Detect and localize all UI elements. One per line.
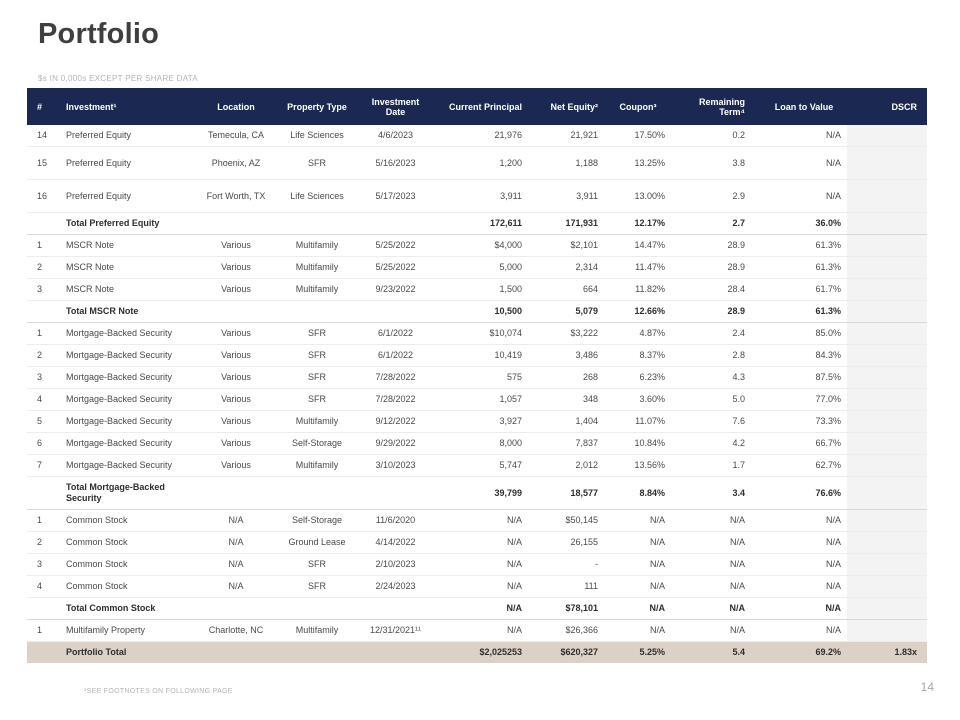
table-row (27, 180, 927, 213)
cell-investment: Mortgage-Backed Security (66, 438, 173, 448)
cell-num: 2 (37, 537, 43, 547)
cell-investment-date: 6/1/2022 (377, 328, 414, 338)
cell-net-equity: $50,145 (565, 515, 598, 525)
cell-investment: Preferred Equity (66, 157, 132, 168)
cell-coupon: N/A (649, 537, 665, 547)
cell-investment: Common Stock (66, 581, 128, 591)
cell-property-type: Multifamily (295, 625, 339, 635)
cell-property-type: Self-Storage (291, 515, 343, 525)
cell-coupon: N/A (649, 581, 665, 591)
cell-property-type: Life Sciences (290, 190, 344, 201)
cell-current-principal: 10,419 (494, 350, 522, 360)
cell-remaining-term: 3.4 (732, 487, 745, 498)
cell-loan-to-value: 69.2% (761, 642, 847, 664)
cell-property-type (276, 477, 358, 510)
cell-location (196, 642, 276, 664)
units-note: $s IN 0,000s EXCEPT PER SHARE DATA (38, 74, 199, 83)
cell-investment-date: 7/28/2022 (375, 372, 416, 382)
cell-loan-to-value: 73.3% (815, 416, 841, 426)
cell-property-type: Multifamily (295, 460, 339, 470)
table-row (27, 147, 927, 180)
cell-property-type: SFR (308, 328, 326, 338)
cell-dscr (847, 213, 927, 235)
table-total-row (27, 598, 927, 620)
cell-current-principal: N/A (506, 537, 522, 547)
table-row (27, 532, 927, 554)
cell-loan-to-value: 77.0% (815, 394, 841, 404)
cell-location (196, 598, 276, 620)
cell-property-type: Multifamily (295, 240, 339, 250)
table-row (27, 235, 927, 257)
cell-property-type (276, 213, 358, 235)
cell-investment-date: 4/14/2022 (375, 537, 416, 547)
cell-net-equity: 3,486 (575, 350, 598, 360)
cell-net-equity: $26,366 (565, 625, 598, 635)
portfolio-table-container (27, 88, 927, 663)
cell-num (27, 598, 63, 620)
cell-net-equity: 664 (582, 284, 598, 294)
cell-num: 3 (37, 372, 43, 382)
cell-loan-to-value: 66.7% (815, 438, 841, 448)
cell-coupon: 6.23% (639, 372, 665, 382)
cell-current-principal: 21,976 (494, 130, 522, 140)
cell-remaining-term: 5.0 (732, 394, 745, 404)
cell-current-principal: 1,500 (499, 284, 522, 294)
cell-dscr (847, 125, 927, 147)
cell-investment-date: 5/25/2022 (375, 240, 416, 250)
cell-property-type (276, 301, 358, 323)
cell-loan-to-value: 62.7% (815, 460, 841, 470)
cell-location: Charlotte, NC (208, 625, 264, 635)
cell-loan-to-value: N/A (825, 581, 841, 591)
col-header-current-principal: Current Principal (448, 101, 522, 112)
cell-current-principal: $10,074 (489, 328, 522, 338)
cell-coupon: N/A (649, 559, 665, 569)
cell-current-principal: 5,747 (499, 460, 522, 470)
cell-property-type: SFR (308, 350, 326, 360)
cell-num (27, 213, 63, 235)
cell-coupon: N/A (649, 603, 665, 613)
cell-coupon: 8.37% (639, 350, 665, 360)
cell-investment: Mortgage-Backed Security (66, 328, 173, 338)
cell-net-equity: 3,911 (576, 190, 598, 201)
cell-net-equity: $2,101 (570, 240, 598, 250)
table-row (27, 389, 927, 411)
col-header-loan-to-value: Loan to Value (774, 101, 834, 112)
cell-property-type: SFR (308, 157, 326, 168)
cell-location (196, 213, 276, 235)
cell-investment: MSCR Note (66, 262, 115, 272)
cell-location (196, 477, 276, 510)
cell-current-principal: 1,200 (499, 157, 522, 168)
page-title: Portfolio (38, 18, 160, 50)
cell-investment-date: 7/28/2022 (375, 394, 416, 404)
cell-remaining-term: N/A (729, 537, 745, 547)
cell-num (27, 642, 63, 664)
cell-property-type: Ground Lease (288, 537, 346, 547)
table-row (27, 257, 927, 279)
cell-remaining-term: 2.8 (732, 350, 745, 360)
cell-net-equity: 348 (582, 394, 598, 404)
cell-net-equity: 26,155 (570, 537, 598, 547)
cell-dscr (847, 510, 927, 532)
cell-net-equity: 18,577 (570, 487, 598, 498)
cell-current-principal: 8,000 (499, 438, 522, 448)
table-row (27, 433, 927, 455)
cell-investment-date (358, 598, 433, 620)
cell-coupon: 17.50% (634, 130, 665, 140)
cell-num: 2 (37, 262, 43, 272)
cell-loan-to-value: 76.6% (815, 487, 841, 498)
table-row (27, 620, 927, 642)
cell-loan-to-value: 61.3% (815, 240, 841, 250)
cell-num: 1 (37, 240, 43, 250)
cell-dscr (847, 598, 927, 620)
cell-remaining-term: 1.7 (732, 460, 745, 470)
cell-remaining-term: N/A (729, 515, 745, 525)
cell-current-principal: $4,000 (494, 240, 522, 250)
cell-property-type: SFR (308, 581, 326, 591)
cell-dscr (847, 323, 927, 345)
cell-property-type: Multifamily (295, 416, 339, 426)
cell-loan-to-value: 61.3% (815, 306, 841, 316)
table-total-row (27, 301, 927, 323)
cell-investment-date (358, 477, 433, 510)
footnote: ¹SEE FOOTNOTES ON FOLLOWING PAGE (84, 688, 233, 695)
col-header-investment-date: Investment Date (371, 96, 420, 117)
cell-investment: MSCR Note (66, 284, 115, 294)
cell-remaining-term: 28.4 (727, 284, 745, 294)
cell-remaining-term: 28.9 (727, 240, 745, 250)
cell-investment-date: 9/23/2022 (375, 284, 416, 294)
cell-remaining-term: 2.4 (732, 328, 745, 338)
table-row (27, 554, 927, 576)
cell-num: 16 (37, 190, 48, 201)
cell-coupon: 12.66% (634, 306, 665, 316)
cell-current-principal: N/A (506, 515, 522, 525)
cell-location: Various (221, 438, 251, 448)
table-row (27, 125, 927, 147)
cell-coupon: 14.47% (634, 240, 665, 250)
cell-coupon: 3.60% (639, 394, 665, 404)
cell-investment: MSCR Note (66, 240, 115, 250)
cell-dscr (847, 411, 927, 433)
cell-investment: Preferred Equity (66, 190, 132, 201)
cell-property-type: SFR (308, 372, 326, 382)
cell-num: 3 (37, 559, 43, 569)
cell-dscr (847, 301, 927, 323)
cell-net-equity: $3,222 (570, 328, 598, 338)
cell-location: Various (221, 262, 251, 272)
cell-remaining-term: N/A (729, 559, 745, 569)
cell-net-equity: 111 (584, 581, 598, 591)
cell-remaining-term: 2.9 (732, 190, 745, 201)
cell-num: 15 (37, 157, 48, 168)
cell-dscr: 1.83x (847, 642, 927, 664)
cell-investment: Mortgage-Backed Security (66, 350, 173, 360)
cell-investment-date: 12/31/2021¹¹ (369, 625, 422, 635)
cell-investment: Common Stock (66, 537, 128, 547)
cell-current-principal: $2,025253 (433, 642, 525, 664)
col-header-location: Location (217, 101, 255, 112)
cell-investment-date: 9/12/2022 (375, 416, 416, 426)
cell-investment-date (358, 642, 433, 664)
cell-loan-to-value: N/A (825, 190, 841, 201)
cell-dscr (847, 532, 927, 554)
col-header-net-equity: Net Equity² (550, 101, 598, 112)
table-total-row (27, 477, 927, 510)
cell-current-principal: N/A (506, 603, 522, 613)
cell-investment: Total Preferred Equity (66, 218, 160, 228)
table-row (27, 411, 927, 433)
cell-location: Phoenix, AZ (211, 157, 261, 168)
cell-investment-date: 5/16/2023 (375, 157, 416, 168)
table-body (27, 125, 927, 663)
table-header-row (27, 88, 927, 125)
cell-current-principal: N/A (506, 581, 522, 591)
cell-property-type: Self-Storage (291, 438, 343, 448)
cell-dscr (847, 345, 927, 367)
cell-property-type: Multifamily (295, 262, 339, 272)
cell-net-equity: $620,327 (525, 642, 601, 664)
cell-investment: Preferred Equity (66, 130, 132, 140)
cell-location: Various (221, 350, 251, 360)
cell-investment-date: 11/6/2020 (375, 515, 416, 525)
cell-loan-to-value: N/A (825, 157, 841, 168)
cell-property-type: Multifamily (295, 284, 339, 294)
cell-dscr (847, 477, 927, 510)
cell-investment-date: 2/24/2023 (375, 581, 416, 591)
cell-current-principal: 3,911 (500, 190, 522, 201)
cell-coupon: 11.07% (635, 416, 665, 426)
cell-coupon: 11.47% (635, 262, 665, 272)
cell-investment: Mortgage-Backed Security (66, 372, 173, 382)
cell-net-equity: 5,079 (575, 306, 598, 316)
cell-loan-to-value: N/A (825, 559, 841, 569)
cell-investment-date: 4/6/2023 (377, 130, 414, 140)
portfolio-table (27, 88, 927, 663)
cell-net-equity: 2,314 (575, 262, 598, 272)
cell-coupon: 13.25% (634, 157, 665, 168)
cell-location: Various (221, 416, 251, 426)
cell-dscr (847, 455, 927, 477)
cell-loan-to-value: N/A (825, 625, 841, 635)
cell-num (27, 477, 63, 510)
cell-dscr (847, 576, 927, 598)
cell-coupon: N/A (649, 625, 665, 635)
cell-location: N/A (228, 559, 244, 569)
cell-dscr (847, 147, 927, 180)
cell-location: Various (221, 240, 251, 250)
cell-current-principal: 39,799 (494, 487, 522, 498)
cell-remaining-term: 4.3 (732, 372, 745, 382)
cell-location: N/A (228, 515, 244, 525)
cell-location: Fort Worth, TX (206, 190, 266, 201)
portfolio-total-row (27, 642, 927, 664)
cell-num: 1 (37, 625, 43, 635)
cell-remaining-term: 7.6 (732, 416, 745, 426)
cell-investment: Total Mortgage-Backed Security (66, 482, 165, 503)
cell-property-type (276, 598, 358, 620)
cell-num: 6 (37, 438, 43, 448)
cell-remaining-term: 28.9 (727, 262, 745, 272)
cell-investment: Mortgage-Backed Security (66, 394, 173, 404)
col-header-remaining-term: Remaining Term⁴ (698, 96, 745, 117)
col-header-property-type: Property Type (287, 101, 347, 112)
cell-location: Various (221, 372, 251, 382)
cell-net-equity: 2,012 (575, 460, 598, 470)
cell-investment: Total MSCR Note (66, 306, 139, 316)
cell-location: Temecula, CA (207, 130, 265, 140)
cell-investment-date: 5/17/2023 (375, 190, 416, 201)
cell-net-equity: 268 (582, 372, 598, 382)
cell-loan-to-value: 36.0% (815, 218, 841, 228)
col-header-coupon: Coupon³ (619, 101, 657, 112)
cell-location: Various (221, 284, 251, 294)
table-row (27, 345, 927, 367)
cell-investment: Total Common Stock (66, 603, 156, 613)
table-row (27, 323, 927, 345)
cell-location: Various (221, 460, 251, 470)
cell-num: 1 (37, 328, 43, 338)
cell-current-principal: 575 (506, 372, 522, 382)
col-header-investment: Investment¹ (66, 101, 117, 112)
cell-investment: Common Stock (66, 559, 128, 569)
cell-net-equity: 21,921 (570, 130, 598, 140)
table-row (27, 576, 927, 598)
cell-dscr (847, 367, 927, 389)
cell-current-principal: 5,000 (499, 262, 522, 272)
cell-remaining-term: N/A (729, 603, 745, 613)
cell-coupon: 4.87% (639, 328, 665, 338)
cell-current-principal: 1,057 (499, 394, 522, 404)
cell-remaining-term: N/A (729, 625, 745, 635)
cell-location: N/A (228, 581, 244, 591)
cell-investment-date: 6/1/2022 (377, 350, 414, 360)
cell-net-equity: $78,101 (565, 603, 598, 613)
cell-current-principal: 172,611 (489, 218, 522, 228)
cell-num: 4 (37, 581, 43, 591)
cell-property-type: SFR (308, 559, 326, 569)
cell-investment-date: 3/10/2023 (375, 460, 416, 470)
cell-investment: Multifamily Property (66, 625, 146, 635)
cell-location: Various (221, 394, 251, 404)
cell-num: 14 (37, 130, 48, 140)
cell-coupon: 13.56% (634, 460, 665, 470)
cell-remaining-term: 0.2 (732, 130, 745, 140)
cell-num: 7 (37, 460, 43, 470)
cell-coupon: 13.00% (634, 190, 665, 201)
cell-remaining-term: 2.7 (732, 218, 745, 228)
cell-current-principal: N/A (506, 625, 522, 635)
cell-num: 4 (37, 394, 43, 404)
cell-num (27, 301, 63, 323)
cell-loan-to-value: N/A (825, 537, 841, 547)
cell-num: 3 (37, 284, 43, 294)
cell-dscr (847, 389, 927, 411)
cell-dscr (847, 279, 927, 301)
cell-location: Various (221, 328, 251, 338)
cell-net-equity: 1,188 (575, 157, 598, 168)
cell-dscr (847, 257, 927, 279)
table-row (27, 367, 927, 389)
table-row (27, 279, 927, 301)
cell-location (196, 301, 276, 323)
cell-net-equity: 7,837 (575, 438, 598, 448)
cell-investment-date (358, 301, 433, 323)
cell-investment: Portfolio Total (63, 642, 196, 664)
cell-coupon: 10.84% (634, 438, 665, 448)
cell-remaining-term: 4.2 (732, 438, 745, 448)
cell-net-equity: - (595, 559, 598, 569)
cell-num: 2 (37, 350, 43, 360)
cell-loan-to-value: 61.7% (815, 284, 841, 294)
cell-dscr (847, 554, 927, 576)
cell-investment-date: 5/25/2022 (375, 262, 416, 272)
col-header-num: # (37, 101, 43, 112)
cell-dscr (847, 235, 927, 257)
cell-loan-to-value: N/A (825, 130, 841, 140)
cell-remaining-term: N/A (729, 581, 745, 591)
cell-investment-date: 2/10/2023 (375, 559, 416, 569)
cell-loan-to-value: 84.3% (815, 350, 841, 360)
cell-investment: Common Stock (66, 515, 128, 525)
cell-net-equity: 171,931 (565, 218, 598, 228)
cell-remaining-term: 3.8 (732, 157, 745, 168)
cell-property-type: Life Sciences (290, 130, 344, 140)
cell-dscr (847, 433, 927, 455)
cell-current-principal: 10,500 (494, 306, 522, 316)
cell-coupon: N/A (649, 515, 665, 525)
cell-loan-to-value: 85.0% (815, 328, 841, 338)
table-row (27, 455, 927, 477)
cell-location: N/A (228, 537, 244, 547)
cell-num: 5 (37, 416, 43, 426)
cell-investment: Mortgage-Backed Security (66, 416, 173, 426)
cell-num: 1 (37, 515, 43, 525)
cell-remaining-term: 28.9 (727, 306, 745, 316)
cell-loan-to-value: N/A (825, 603, 841, 613)
cell-coupon: 12.17% (634, 218, 665, 228)
page-number: 14 (920, 680, 934, 694)
cell-coupon: 11.82% (635, 284, 665, 294)
cell-investment-date: 9/29/2022 (375, 438, 416, 448)
table-row (27, 510, 927, 532)
cell-investment: Mortgage-Backed Security (66, 460, 173, 470)
cell-investment-date (358, 213, 433, 235)
col-header-dscr: DSCR (891, 101, 917, 112)
cell-loan-to-value: N/A (825, 515, 841, 525)
cell-dscr (847, 620, 927, 642)
cell-current-principal: N/A (506, 559, 522, 569)
cell-coupon: 8.84% (639, 487, 665, 498)
table-total-row (27, 213, 927, 235)
cell-current-principal: 3,927 (499, 416, 522, 426)
cell-loan-to-value: 61.3% (815, 262, 841, 272)
cell-loan-to-value: 87.5% (815, 372, 841, 382)
cell-dscr (847, 180, 927, 213)
cell-property-type (276, 642, 358, 664)
cell-coupon: 5.25% (601, 642, 675, 664)
cell-net-equity: 1,404 (575, 416, 598, 426)
cell-remaining-term: 5.4 (675, 642, 761, 664)
cell-property-type: SFR (308, 394, 326, 404)
